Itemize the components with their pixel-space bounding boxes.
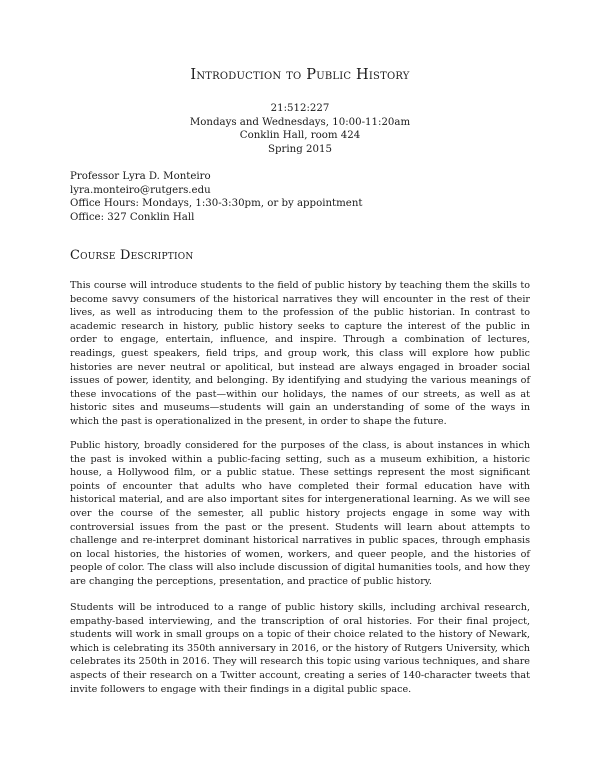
course-schedule: Mondays and Wednesdays, 10:00-11:20am [189,116,411,128]
course-number: 21:512:227 [270,103,330,114]
course-info [0,102,600,156]
document-title: Introduction to Public History [190,67,410,83]
instructor-name: Professor Lyra D. Monteiro [70,171,211,182]
office-location: Office: 327 Conklin Hall [70,211,195,223]
instructor-info [70,170,362,224]
section-heading: Course Description [70,248,194,263]
paragraph-3: Students will be introduced to a range of public history skills, including archival research, empathy-based interviewing, and the transcription of oral histories. For their final project, students will work in small groups on a topic of their choice related to the history of Newark, which is celebrating its 350th anniversary in 2016, or the history of Rutgers University, which celebrates its 250th in 2016. They will research this topic using various techniques, and share aspects of their research on a Twitter account, creating a series of 140-character tweets that invite followers to engage with their findings in a digital public space. [70,602,530,695]
paragraph-1: This course will introduce students to the field of public history by teaching them the skills to become savvy consumers of the historical narratives they will encounter in the rest of their lives, as well as introducing them to the profession of the public historian. In contrast to academic research in history, public history seeks to capture the interest of the public in order to engage, entertain, influence, and inspire. Through a combination of lectures, readings, guest speakers, field trips, and group work, this class will explore how public histories are never neutral or apolitical, but instead are always engaged in broader social issues of power, identity, and belonging. By identifying and studying the various meanings of these invocations of the past—within our holidays, the names of our streets, as well as at historic sites and museums—students will gain an understanding of some of the ways in which the past is operationalized in the present, in order to shape the future. [70,280,530,427]
paragraph-2: Public history, broadly considered for the purposes of the class, is about instances in which the past is invoked within a public-facing setting, such as a museum exhibition, a historic house, a Hollywood film, or a public statue. These settings represent the most significant points of encounter that adults who have completed their formal education have with historical material, and are also important sites for intergenerational learning. As we will see over the course of the semester, all public history projects engage in some way with controversial issues from the past or the present. Students will learn about attempts to challenge and re-interpret dominant historical narratives in public spaces, through emphasis on local histories, the histories of women, workers, and queer people, and the histories of people of color. The class will also include discussion of digital humanities tools, and how they are changing the perceptions, presentation, and practice of public history. [70,440,530,587]
office-hours: Office Hours: Mondays, 1:30-3:30pm, or by appointment [70,198,363,209]
instructor-email: lyra.monteiro@rutgers.edu [70,184,211,196]
course-location: Conklin Hall, room 424 [239,130,361,141]
course-term: Spring 2015 [268,143,332,155]
